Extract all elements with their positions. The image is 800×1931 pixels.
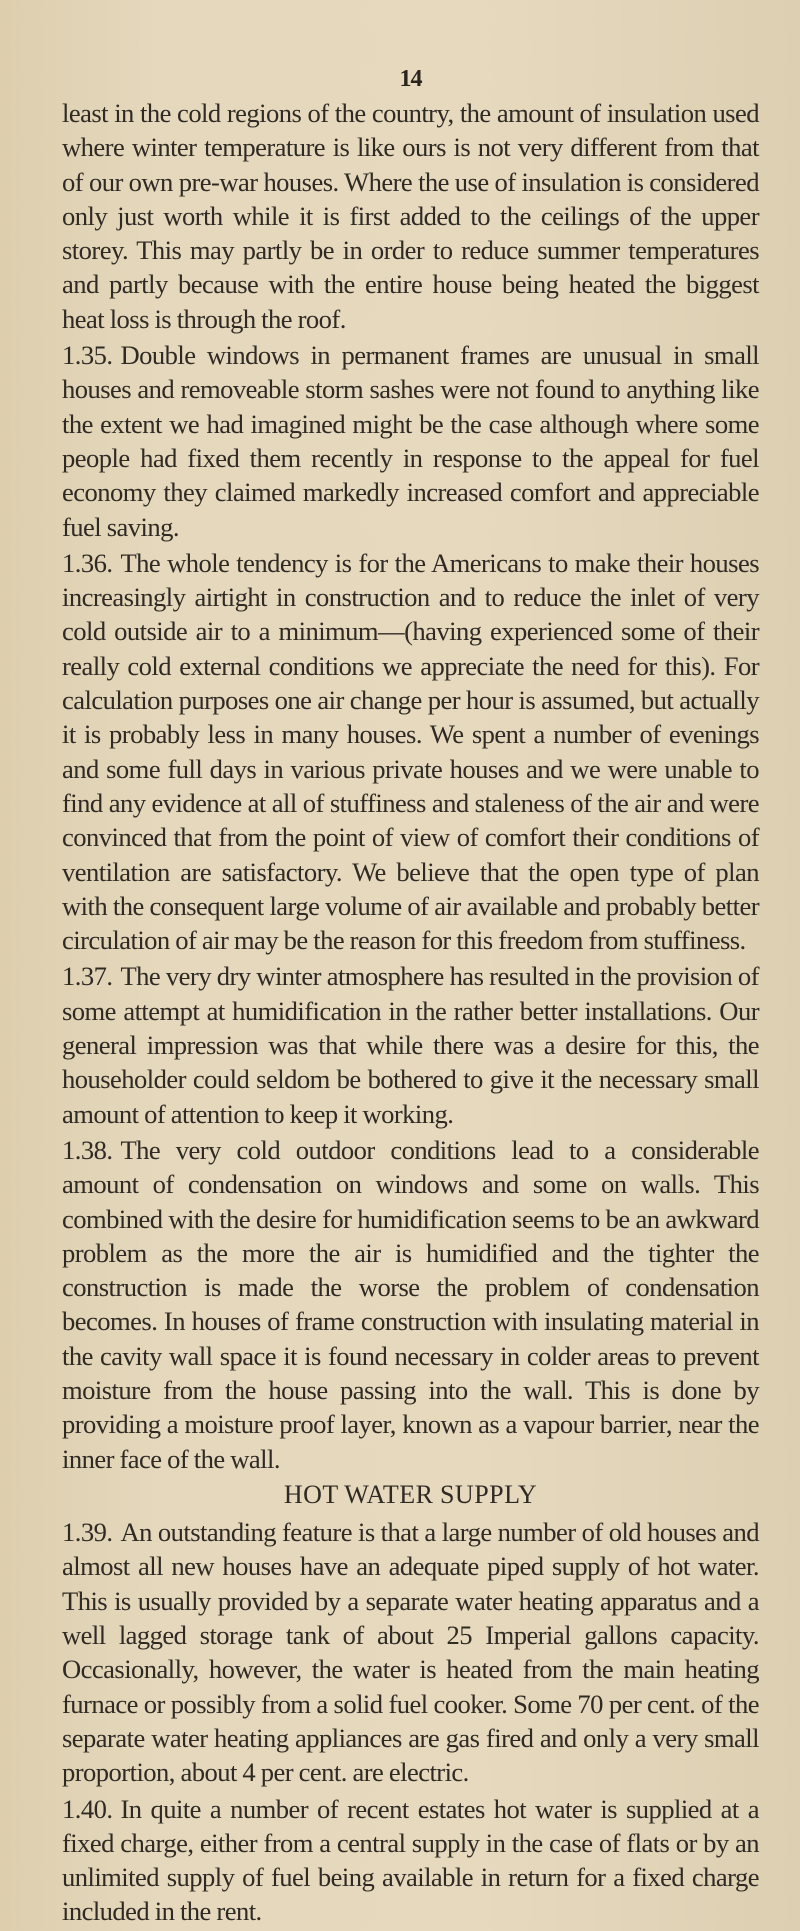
paragraph-text: An outstanding feature is that a large number of old houses and almost all new houses have an adequate piped supply of hot water. This is usually provided by a separate water heating apparatus and a well lagged storage tank of about 25 Imperial gallons capacity. Occasionally, however, the water is heated from the main heating furnace or possibly from a solid fuel cooker. Some 70 per cent. of the separate water heating appliances are gas fired and only a very small proportion, about 4 per cent. are electric.: [62, 1517, 759, 1788]
paragraph-number: 1.37.: [62, 961, 113, 992]
paragraph-1-40: [62, 1792, 759, 1929]
paragraph-1-37: [62, 959, 759, 1130]
paragraph-text: least in the cold regions of the country, the amount of insulation used where winter temperature is like ours is not very different from that of our own pre-war houses. Where the use of insulation is considered only just worth while it is first added to the ceilings of the upper storey. This may partly be in order to reduce summer temperatures and partly because with the entire house being heated the biggest heat loss is through the roof.: [62, 98, 759, 334]
section-heading: HOT WATER SUPPLY: [283, 1479, 538, 1509]
paragraph-text: The very dry winter atmosphere has resulted in the provision of some attempt at humidification in the rather better installations. Our general impression was that while there was a desire for this, the householder could seldom be bothered to give it the necessary small amount of attention to keep it working.: [62, 961, 759, 1129]
paragraph-number: 1.35.: [62, 340, 113, 371]
paragraph-1-35: [62, 338, 759, 544]
paragraph-text: The whole tendency is for the Americans to make their houses increasingly airtight in construction and to reduce the inlet of very cold outside air to a minimum—(having experienced some of their really cold external conditions we appreciate the need for this). For calculation purposes one air change per hour is assumed, but actually it is probably less in many houses. We spent a number of evenings and some full days in various private houses and we were unable to find any evidence at all of stuffiness and staleness of the air and were convinced that from the point of view of comfort their conditions of ventilation are satisfactory. We believe that the open type of plan with the consequent large volume of air available and probably better circulation of air may be the reason for this freedom from stuffiness.: [62, 547, 759, 956]
paragraph-1-38: [62, 1133, 759, 1476]
paragraph-number: 1.40.: [62, 1793, 113, 1824]
body-text: [62, 96, 759, 1931]
paragraph-text: In quite a number of recent estates hot water is supplied at a fixed charge, either from a central supply in the case of flats or by an unlimited supply of fuel being available in return for a fixed charge included in the rent.: [62, 1793, 759, 1927]
paragraph-number: 1.36.: [62, 547, 113, 578]
paragraph-number: 1.38.: [62, 1134, 113, 1165]
paragraph-number: 1.39.: [62, 1517, 113, 1548]
paragraph-1-39: [62, 1515, 759, 1789]
paragraph-text: The very cold outdoor conditions lead to a considerable amount of condensation on windows and some on walls. This combined with the desire for humidification seems to be an awkward problem as the more the air is humidified and the tighter the construction is made the worse the problem of condensation becomes. In houses of frame construction with insulating material in the cavity wall space it is found necessary in colder areas to prevent moisture from the house passing into the wall. This is done by providing a moisture proof layer, known as a vapour barrier, near the inner face of the wall.: [62, 1134, 759, 1474]
paragraph-text: Double windows in permanent frames are unusual in small houses and removeable storm sashes were not found to anything like the extent we had imagined might be the case although where some people had fixed them recently in response to the appeal for fuel economy they claimed markedly increased comfort and appreciable fuel saving.: [62, 340, 759, 542]
paragraph-1-36: [62, 546, 759, 958]
page-number: 14: [399, 66, 422, 92]
paragraph-continued: [62, 96, 759, 336]
